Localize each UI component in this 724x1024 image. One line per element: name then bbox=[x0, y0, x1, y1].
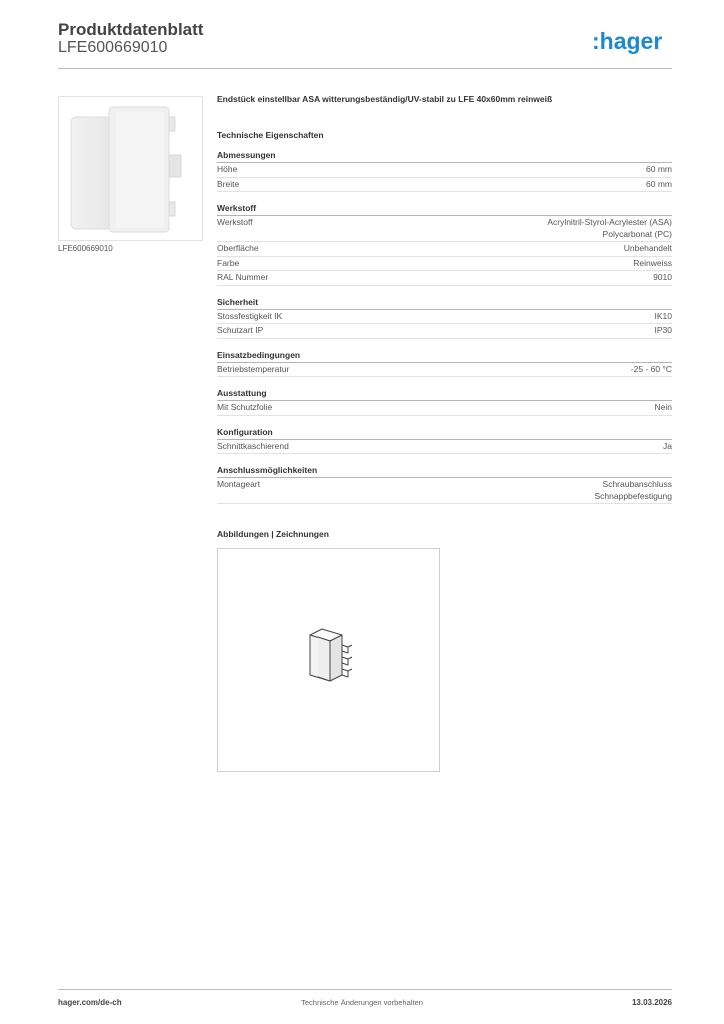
spec-value bbox=[655, 325, 673, 337]
spec-value-line: Reinweiss bbox=[633, 257, 672, 268]
hager-logo bbox=[592, 28, 674, 56]
spec-section bbox=[217, 349, 672, 378]
spec-value bbox=[633, 258, 672, 270]
spec-label: RAL Nummer bbox=[217, 272, 269, 282]
spec-section bbox=[217, 149, 672, 192]
spec-row bbox=[217, 440, 672, 455]
spec-row bbox=[217, 271, 672, 286]
spec-section-title: Anschlussmöglichkeiten bbox=[217, 464, 672, 478]
spec-value bbox=[663, 441, 672, 453]
spec-row bbox=[217, 363, 672, 378]
photo-caption: LFE600669010 bbox=[58, 244, 113, 253]
spec-section-title: Ausstattung bbox=[217, 387, 672, 401]
spec-value-line: Nein bbox=[654, 402, 672, 412]
spec-section bbox=[217, 296, 672, 339]
spec-section-title: Konfiguration bbox=[217, 426, 672, 440]
spec-label: Betriebstemperatur bbox=[217, 363, 290, 374]
product-photo bbox=[58, 96, 203, 241]
spec-row bbox=[217, 257, 672, 272]
spec-value-line: Schnappbefestigung bbox=[594, 490, 672, 501]
product-code: LFE600669010 bbox=[58, 39, 168, 56]
main-content bbox=[217, 92, 672, 504]
specifications bbox=[217, 149, 672, 504]
spec-value-line: Schraubanschluss bbox=[602, 479, 672, 489]
spec-value bbox=[547, 217, 672, 240]
technical-properties-heading: Technische Eigenschaften bbox=[217, 130, 324, 140]
spec-section bbox=[217, 202, 672, 286]
footer-divider bbox=[58, 989, 672, 990]
spec-row bbox=[217, 242, 672, 257]
page-title: Produktdatenblatt bbox=[58, 20, 204, 39]
spec-section bbox=[217, 464, 672, 504]
spec-section-title: Abmessungen bbox=[217, 149, 672, 163]
spec-value-line: 60 mm bbox=[646, 164, 672, 174]
product-drawing bbox=[217, 548, 440, 772]
spec-label: Farbe bbox=[217, 257, 240, 268]
spec-label: Schnittkaschierend bbox=[217, 440, 289, 451]
spec-value-line: Unbehandelt bbox=[623, 243, 672, 253]
spec-row bbox=[217, 178, 672, 193]
spec-label: Höhe bbox=[217, 164, 238, 174]
spec-value bbox=[631, 364, 672, 376]
spec-value-line: Acrylnitril-Styrol-Acrylester (ASA) bbox=[547, 217, 672, 227]
product-description: Endstück einstellbar ASA witterungsbeständig/UV-stabil zu LFE 40x60mm reinweiß bbox=[217, 94, 553, 104]
spec-value-line: IP30 bbox=[654, 325, 672, 335]
spec-value-line: IK10 bbox=[654, 310, 672, 321]
spec-row bbox=[217, 216, 672, 242]
spec-value bbox=[624, 243, 672, 255]
spec-value bbox=[594, 479, 672, 502]
spec-value-line: 60 mm bbox=[646, 178, 672, 189]
spec-section-title: Einsatzbedingungen bbox=[217, 349, 672, 363]
spec-value bbox=[655, 311, 673, 323]
spec-row bbox=[217, 324, 672, 339]
spec-label: Oberfläche bbox=[217, 243, 259, 253]
spec-value-line: Polycarbonat (PC) bbox=[602, 228, 672, 239]
spec-value bbox=[646, 164, 672, 176]
spec-section-title: Sicherheit bbox=[217, 296, 672, 310]
footer-notice: Technische Änderungen vorbehalten bbox=[301, 998, 423, 1007]
spec-section-title: Werkstoff bbox=[217, 202, 672, 216]
spec-value bbox=[653, 272, 672, 284]
spec-row bbox=[217, 310, 672, 325]
spec-label: Stossfestigkeit IK bbox=[217, 310, 283, 321]
spec-row bbox=[217, 478, 672, 504]
spec-label: Breite bbox=[217, 178, 240, 189]
spec-value-line: Ja bbox=[663, 440, 672, 451]
spec-section bbox=[217, 426, 672, 455]
spec-label: Montageart bbox=[217, 479, 260, 489]
spec-label: Schutzart IP bbox=[217, 325, 264, 335]
spec-row bbox=[217, 163, 672, 178]
footer-website: hager.com/de-ch bbox=[58, 998, 122, 1007]
footer-date: 13.03.2026 bbox=[631, 998, 672, 1007]
drawings-heading: Abbildungen | Zeichnungen bbox=[217, 529, 329, 539]
spec-section bbox=[217, 387, 672, 416]
spec-value bbox=[655, 402, 672, 414]
spec-row bbox=[217, 401, 672, 416]
header-divider bbox=[58, 68, 672, 69]
spec-label: Mit Schutzfolie bbox=[217, 402, 273, 412]
spec-value bbox=[646, 179, 672, 191]
spec-value-line: -25 - 60 °C bbox=[630, 363, 672, 374]
svg-text::hager: :hager bbox=[592, 28, 663, 54]
spec-label: Werkstoff bbox=[217, 217, 253, 227]
spec-value-line: 9010 bbox=[653, 272, 672, 282]
